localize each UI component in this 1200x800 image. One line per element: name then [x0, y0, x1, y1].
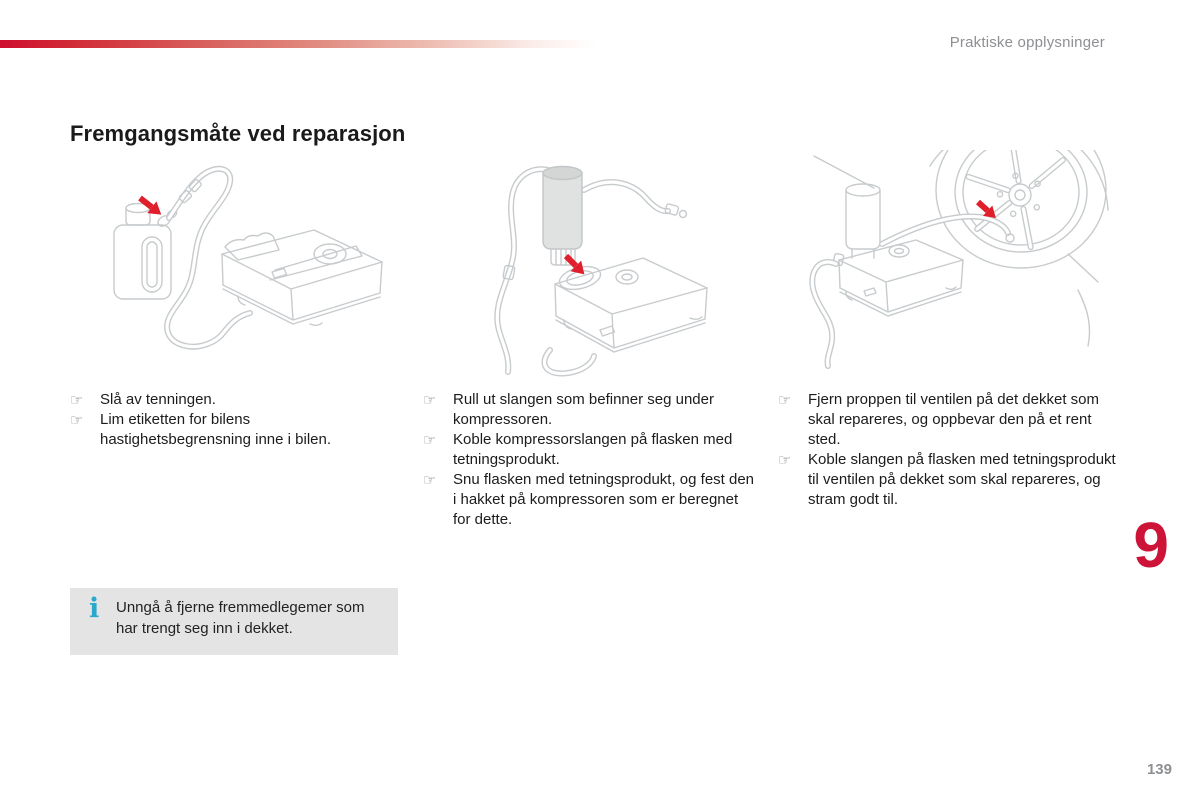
car-body — [814, 150, 1108, 346]
info-box — [70, 588, 398, 655]
list-item — [778, 390, 1116, 450]
compressor — [222, 230, 382, 325]
instruction-list-2 — [423, 390, 755, 530]
illustration-hose-to-wheel — [806, 150, 1110, 378]
illustration-bottle-into-compressor — [480, 158, 760, 383]
list-item — [778, 450, 1116, 510]
running-header: Praktiske opplysninger — [949, 34, 1105, 51]
list-item — [70, 390, 382, 410]
pointer-finger-icon: ☞ — [70, 391, 84, 409]
hose — [812, 262, 836, 366]
illustration-bottle-hose-compressor — [72, 158, 392, 383]
pointer-finger-icon: ☞ — [70, 411, 84, 429]
instruction-text: Koble kompressorslangen på flasken med tetningsprodukt. — [453, 431, 733, 468]
instruction-text: Snu flasken med tetningsprodukt, og fest den i hakket på kompressoren som er beregnet for dette. — [453, 471, 755, 528]
hose — [544, 350, 594, 373]
pointer-finger-icon: ☞ — [778, 451, 792, 469]
pointer-finger-icon: ☞ — [423, 471, 437, 489]
pointer-finger-icon: ☞ — [423, 431, 437, 449]
page-title: Fremgangsmåte ved reparasjon — [70, 121, 406, 146]
list-item — [423, 470, 755, 530]
instruction-list-1 — [70, 390, 382, 450]
sealant-bottle — [543, 167, 582, 266]
hose — [167, 169, 250, 347]
instruction-text: Fjern proppen til ventilen på det dekket som skal repareres, og oppbevar den på et rent sted. — [808, 391, 1099, 448]
instruction-text: Lim etiketten for bilens hastighetsbegrensning inne i bilen. — [100, 411, 331, 448]
info-text: Unngå å fjerne fremmedlegemer som har trengt seg inn i dekket. — [116, 599, 365, 637]
pointer-finger-icon: ☞ — [423, 391, 437, 409]
list-item — [423, 430, 755, 470]
instruction-text: Koble slangen på flasken med tetningsprodukt til ventilen på dekket som skal repareres, og stram godt til. — [808, 451, 1116, 508]
instruction-list-3 — [778, 390, 1116, 510]
hose — [584, 182, 687, 217]
info-icon: i — [89, 593, 100, 624]
compressor — [839, 240, 963, 316]
sealant-bottle — [833, 184, 880, 266]
chapter-number: 9 — [1133, 509, 1169, 581]
wheel — [936, 150, 1106, 268]
accent-gradient-bar — [0, 40, 595, 48]
list-item — [70, 410, 382, 450]
list-item — [423, 390, 755, 430]
page-number: 139 — [1146, 761, 1172, 778]
instruction-text: Rull ut slangen som befinner seg under kompressoren. — [453, 391, 714, 428]
pointer-finger-icon: ☞ — [778, 391, 792, 409]
instruction-text: Slå av tenningen. — [100, 391, 216, 408]
